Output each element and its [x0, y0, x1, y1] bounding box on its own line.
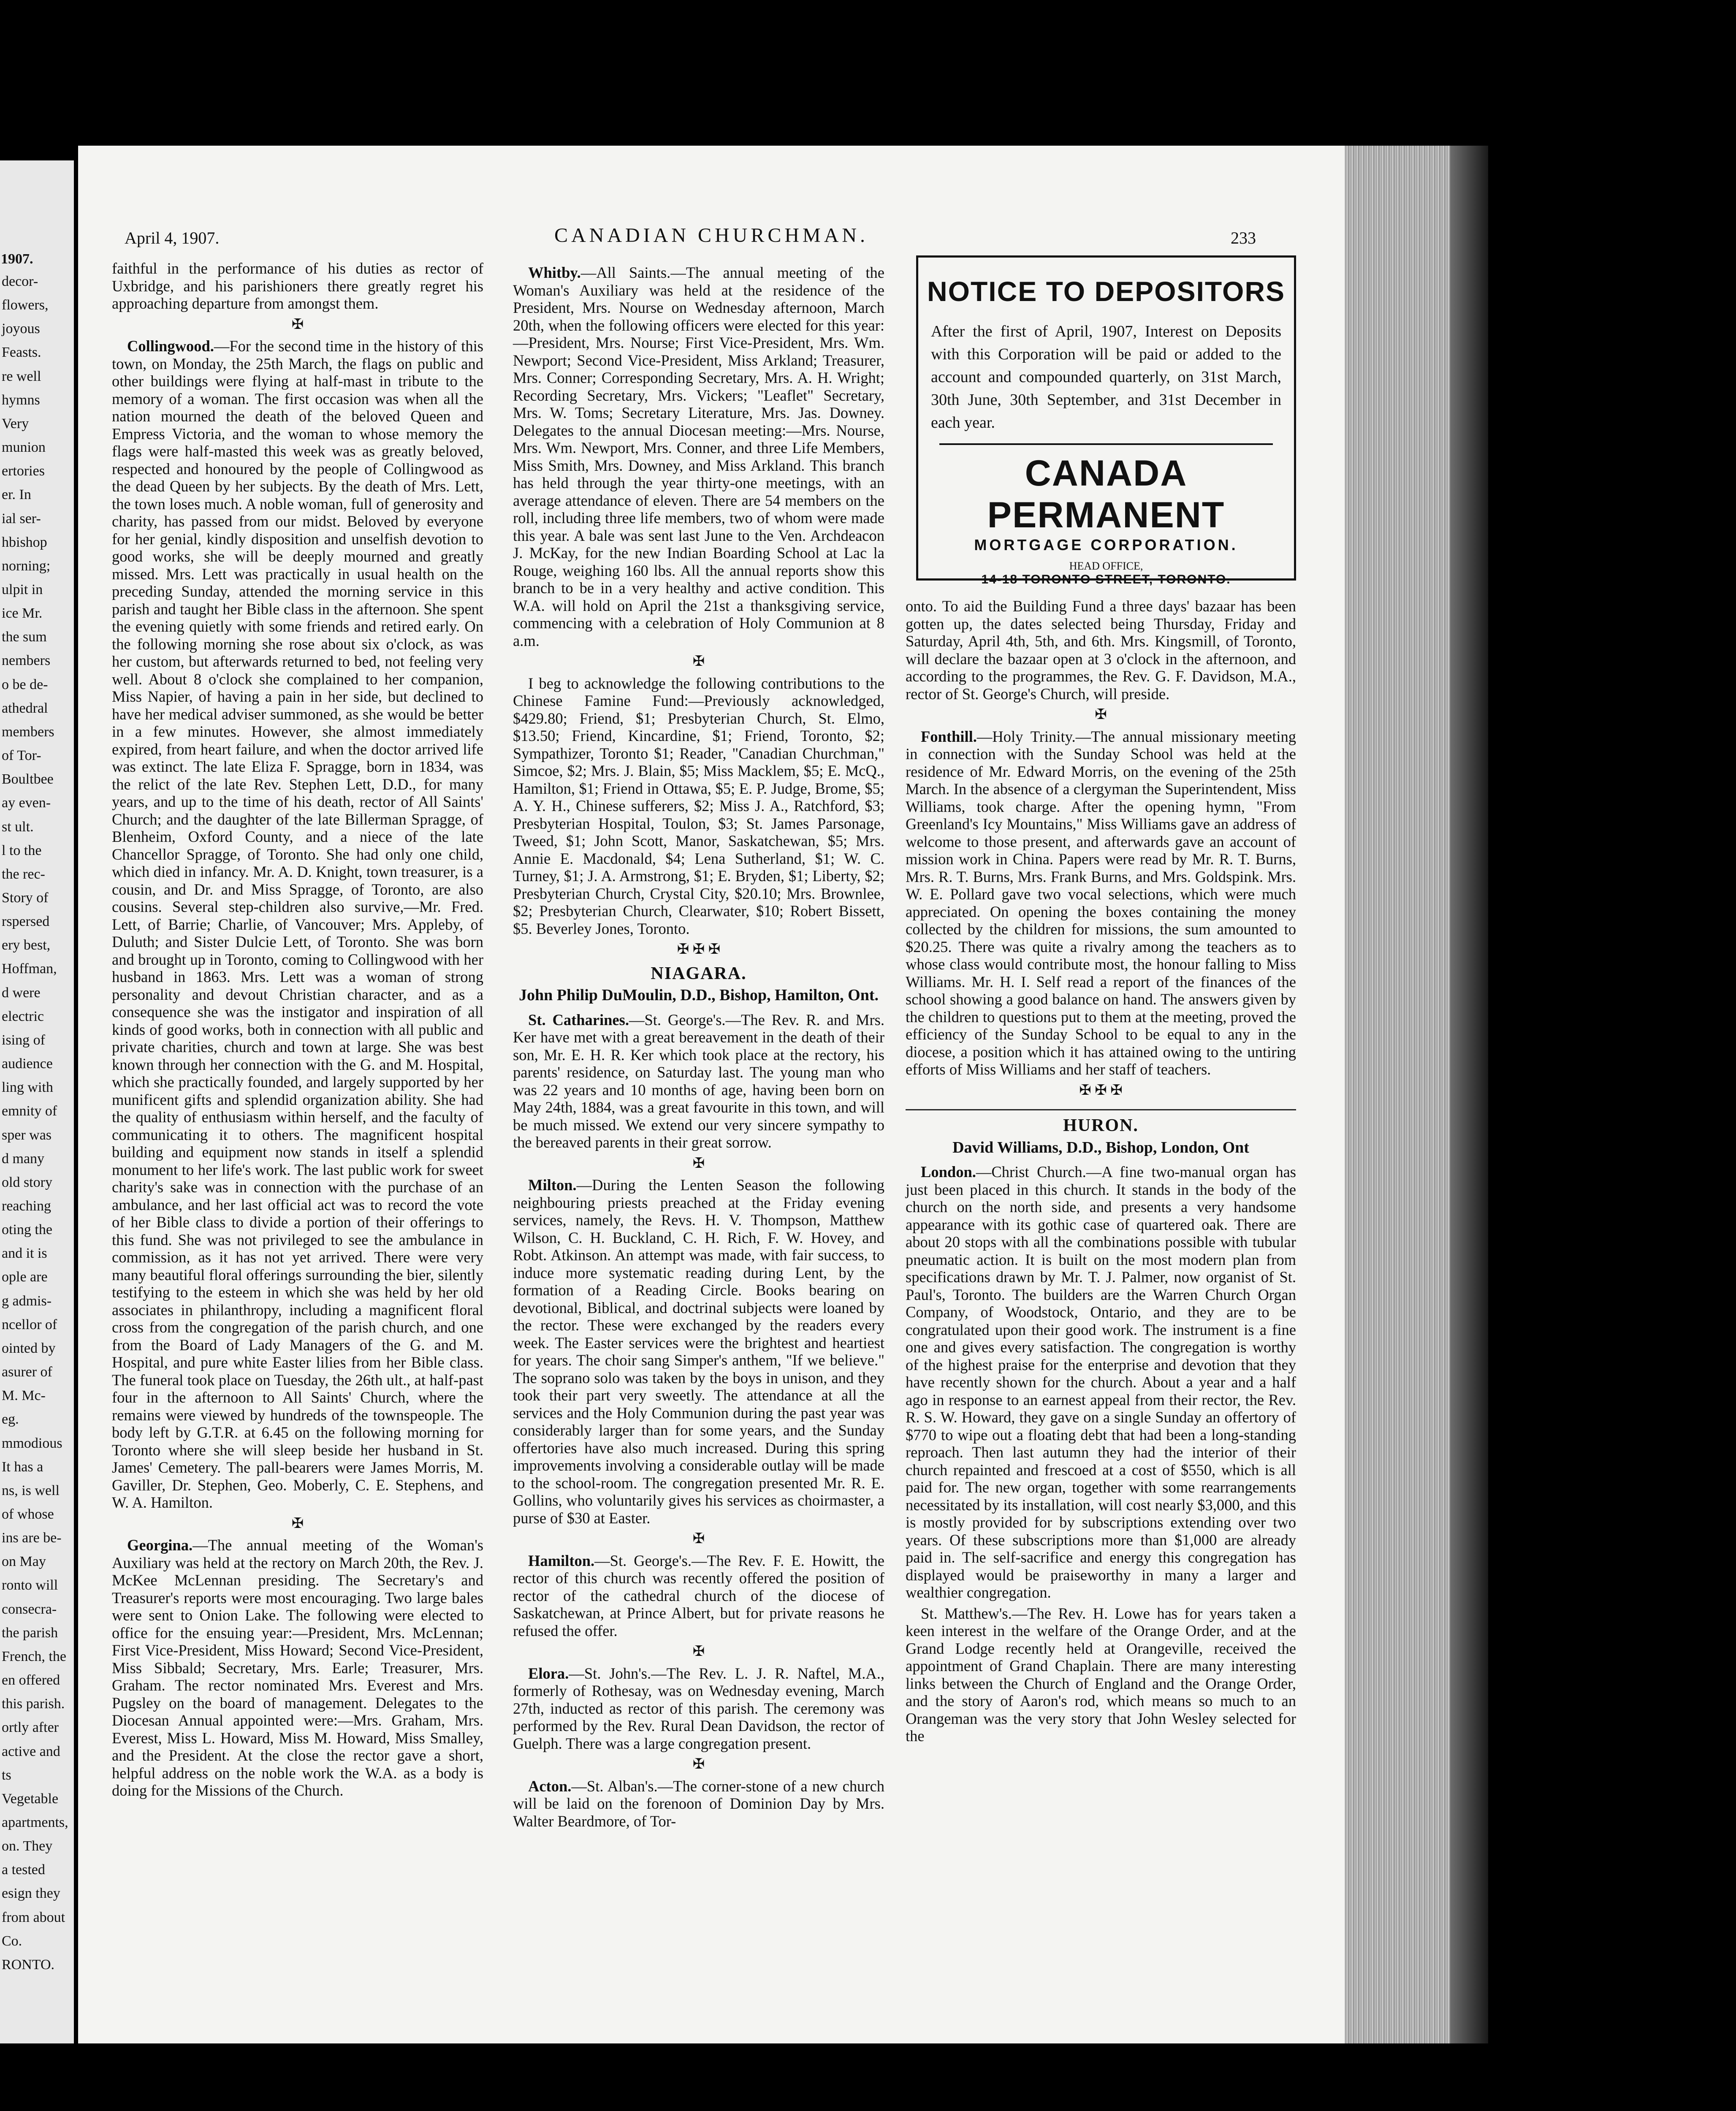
famine-fund-paragraph: I beg to acknowledge the following contributions to the Chinese Famine Fund:—Previously acknowledged, $429.80; Friend, $1; Presbyterian Church, St. Elmo, $13.50; Friend, Kincardine, $1; Friend, Toronto, $2; Sympathizer, Toronto $1; Reader, "Canadian Churchman," Simcoe, $2; Mrs. J. Blain, $5; Miss Macklem, $5; E. McQ., Hamilton, $1; Friend in Ottawa, $5; E. P. Judge, Brome, $5; A. Y. H., Chinese sufferers, $2; Miss J. A., Ratchford, $3; Presbyterian Hospital, Toulon, $3; St. James Parsonage, Tweed, $1; John Scott, Manor, Saskatchewan, $5; Mrs. Annie E. Macdonald, $4; Lena Sutherland, $1; W. C. Turney, $1; J. A. Armstrong, $1; E. Bryden, $1; Liberty, $2; Presbyterian Church, Crystal City, $20.10; Mrs. Brownlee, $2; Presbyterian Church, Clearwater, $10; Robert Bissett, $5. Beverley Jones, Toronto. [513, 674, 884, 937]
ornament-cross-icon: ✠ [1095, 707, 1107, 722]
left-page-line: ising of [2, 1032, 45, 1048]
left-page-line: athedral [2, 700, 48, 716]
left-page-line: en offered [2, 1672, 60, 1688]
left-page-line: ertories [2, 463, 45, 479]
bishop-line: John Philip DuMoulin, D.D., Bishop, Hamilton, Ont. [518, 986, 879, 1004]
left-page-line: and it is [2, 1245, 47, 1262]
page-number: 233 [1231, 228, 1256, 247]
left-page-line: ins are be- [2, 1530, 62, 1546]
ad-address: 14-18 TORONTO STREET, TORONTO. [981, 573, 1231, 586]
left-page-line: hbishop [2, 534, 47, 550]
left-page-line: members [2, 724, 54, 740]
column-2 [513, 264, 884, 1833]
bishop-line: David Williams, D.D., Bishop, London, Ont [952, 1138, 1249, 1156]
left-page-line: ronto will [2, 1577, 58, 1593]
left-page-line: ial ser- [2, 510, 41, 526]
left-page-line: sper was [2, 1127, 52, 1143]
left-page-line: on May [2, 1554, 46, 1570]
left-page-line: ns, is well [2, 1482, 60, 1498]
left-page-line: ling with [2, 1080, 53, 1096]
ad-company-subtitle: MORTGAGE CORPORATION. [974, 536, 1238, 554]
ornament-cross-icon: ✠ [291, 1515, 304, 1531]
left-page-line: from about [2, 1909, 65, 1925]
left-page-line: Feasts. [2, 345, 41, 361]
left-page-date: 1907. [1, 251, 33, 267]
ornament-cross-icon: ✠ [692, 1756, 705, 1772]
fonthill-article: Fonthill.—Holy Trinity.—The annual missionary meeting in connection with the Sunday School was held at the residence of Mr. Edward Morris, on the evening of the 25th March. In the absence of a clergyman the Superintendent, Miss Williams, took charge. After the opening hymn, "From Greenland's Icy Mountains," Miss Williams gave an address of welcome to those present, and afterwards gave an account of mission work in China. Papers were read by Mr. R. T. Burns, Mrs. R. T. Burns, Mrs. Frank Burns, and Mrs. Goldspink. Mrs. W. E. Pollard gave two vocal selections, which were much appreciated. On opening the boxes containing the money collected by the children for missions, the sum amounted to $20.25. There was quite a rivalry among the teachers as to whose class would contribute most, the honour falling to Miss Williams. Mr. H. I. Self read a report of the finances of the school showing a good balance on hand. The answers given by the children to questions put to them at the meeting, proved the efficiency of the Sunday School to be equal to any in the diocese, a position which it has attained owing to the untiring efforts of Miss Williams and her staff of teachers. [906, 727, 1296, 1078]
left-page-line: Very [2, 415, 29, 431]
left-page-line: the rec- [2, 866, 45, 882]
left-page-line: M. Mc- [2, 1388, 46, 1404]
left-page-line: d many [2, 1150, 45, 1167]
london-article: London.—Christ Church.—A fine two-manual organ has just been placed in this church. It stands in the body of the church on the north side, and presents a very handsome appearance with its gothic case of quartered oak. There are about 20 stops with all the combinations possible with tubular pneumatic action. It is built on the most modern plan from specifications drawn by Mr. T. J. Palmer, now organist of St. Paul's, Toronto. The builders are the Warren Church Organ Company, of Woodstock, Ontario, and they are to be congratulated upon their good work. The instrument is a fine one and gives every satisfaction. The congregation is worthy of the highest praise for the enterprise and devotion that they have recently shown for the church. About a year and a half ago in response to an earnest appeal from their rector, the Rev. R. S. W. Howard, they gave on a single Sunday an offertory of $770 to wipe out a floating debt that had been a long-standing reproach. Then last autumn they had the interior of their church repainted and frescoed at a cost of $550, which is all paid for. The new organ, together with some rearrangements necessitated by its installation, will cost nearly $3,000, and this is mostly provided for by subscriptions extending over two years. Of these subscriptions more than $1,000 are already paid in. The self-sacrifice and energy this congregation has displayed would be praiseworthy in many a larger and wealthier congregation. [906, 1163, 1296, 1601]
left-page-line: Story of [2, 890, 49, 906]
left-page-line: st ult. [2, 819, 34, 835]
book-binding-shadow [1450, 146, 1488, 2043]
left-page-line: this parish. [2, 1696, 65, 1712]
left-page-line: ortly after [2, 1720, 59, 1736]
section-heading-niagara: NIAGARA. [651, 963, 747, 983]
section-divider [906, 1109, 1296, 1110]
ornament-cross-icon: ✠ [291, 316, 304, 332]
column-3 [906, 597, 1296, 1748]
left-page-line: a tested [2, 1862, 45, 1878]
left-page-line: Vegetable [2, 1791, 59, 1807]
left-page-line: of whose [2, 1506, 54, 1522]
left-page-line: RONTO. [2, 1956, 54, 1973]
ornament-triple-cross-icon: ✠ ✠ ✠ [677, 942, 721, 957]
hamilton-article: Hamilton.—St. George's.—The Rev. F. E. Howitt, the rector of this church was recently offered the position of rector of the cathedral church of the diocese of Saskatchewan, at Prince Albert, but for private reasons he refused the offer. [513, 1552, 884, 1639]
book-page-edges [1345, 146, 1450, 2043]
place-heading: Hamilton. [528, 1552, 595, 1569]
place-heading: Acton. [528, 1777, 572, 1795]
left-page-line: old story [2, 1174, 52, 1190]
ornament-cross-icon: ✠ [692, 1644, 705, 1659]
intro-paragraph: faithful in the performance of his duties as rector of Uxbridge, and his parishioners there greatly regret his approaching departure from amongst them. [112, 260, 483, 312]
left-page-line: o be de- [2, 676, 48, 692]
left-page-line: ople are [2, 1269, 48, 1285]
left-page-line: It has a [2, 1459, 43, 1475]
left-page-line: esign they [2, 1886, 60, 1902]
notice-to-depositors-ad [916, 255, 1296, 586]
left-page-line: apartments, [2, 1815, 68, 1830]
left-page-line: ice Mr. [2, 605, 43, 621]
left-page-line: d were [2, 985, 41, 1001]
ornament-cross-icon: ✠ [692, 654, 705, 669]
left-page-fragment [0, 160, 74, 2043]
collingwood-article: Collingwood.—For the second time in the history of this town, on Monday, the 25th March, the flags on public and other buildings were flying at half-mast in tribute to the memory of a woman. The first occasion was when all the nation mourned the death of the beloved Queen and Empress Victoria, and the woman to whose memory the flags were half-masted this week was as greatly beloved, respected and honoured by the people of Collingwood as the dead Queen by her subjects. By the death of Mrs. Lett, the town loses much. A noble woman, full of generosity and charity, has passed from our midst. Beloved by everyone for her genial, kindly disposition and unselfish devotion to good works, she will be deeply mourned and greatly missed. Mrs. Lett was practically in usual health on the preceding Sunday, attended the morning service in this parish and taught her Bible class in the afternoon. She spent the evening quietly with some friends and retired early. On the following morning she rose about six o'clock, as was her custom, but afterwards returned to bed, not feeling very well. About 8 o'clock she complained to her companion, Miss Napier, of having a pain in her side, but declined to have her medical adviser summoned, as she would be better in a few minutes. However, she almost immediately expired, from heart failure, and when the doctor arrived life was extinct. The late Eliza F. Spragge, born in 1834, was the relict of the late Rev. Stephen Lett, D.D., for many years, and up to the time of his death, rector of All Saints' Church; and the daughter of the late Billerman Spragge, of Blenheim, Oxford County, and a niece of the late Chancellor Spragge, of Toronto. She had only one child, which died in infancy. Mr. A. D. Knight, town treasurer, is a cousin, and Dr. and Miss Spragge, of Toronto, are also cousins. Several step-children also survive,—Mr. Fred. Lett, of Barrie; Charlie, of Vancouver; Mrs. Appleby, of Duluth; and Sister Dulcie Lett, of Toronto. She was born and brought up in Toronto, coming to Collingwood with her husband in 1863. Mrs. Lett was a woman of strong personality and devout Christian character, and as a consequence she was the instigator and inspiration of all kinds of good works, both in connection with all public and private charities, church and town at large. She was best known through her connection with the G. and M. Hospital, which she practically founded, and largely supported by her munificent gifts and splendid organization ability. She had the quality of enthusiasm within herself, and the faculty of communicating it to others. The magnificent hospital building and equipment now stands in itself a splendid monument to her life's work. The last public work for sweet charity's sake was in connection with the purchase of an ambulance, and her last official act was to record the vote of her Bible class to divide a portion of their offerings to this fund. She was not privileged to see the ambulance in commission, as it has not yet arrived. There were very many beautiful floral offerings surrounding the bier, silently testifying to the esteem in which she was held by her old associates in philanthropy, including a magnificent floral cross from the congregation of the parish church, and one from the Board of Lady Managers of the G. and M. Hospital, and pure white Easter lilies from her Bible class. The funeral took place on Tuesday, the 26th ult., at half-past four in the afternoon to All Saints' Church, where the remains were viewed by hundreds of the townspeople. The body left by G.T.R. at 6.45 on the following morning for Toronto where she will sleep beside her husband in St. James' Cemetery. The pall-bearers were James Morris, M. Gaviller, Dr. Stephen, Geo. Moberly, C. E. Stephens, and W. A. Hamilton. [112, 337, 483, 1511]
elora-article: Elora.—St. John's.—The Rev. L. J. R. Naftel, M.A., formerly of Rothesay, was on Wednesday evening, March 27th, inducted as rector of this parish. The ceremony was performed by the Rev. Rural Dean Davidson, the rector of Guelph. There was a large congregation present. [513, 1664, 884, 1752]
place-heading: Milton. [528, 1176, 577, 1194]
georgina-article: Georgina.—The annual meeting of the Woman's Auxiliary was held at the rectory on March 20th, the Rev. J. McKee McLennan presiding. The Secretary's and Treasurer's reports were most encouraging. Two large bales were sent to Onion Lake. The following were elected to office for the ensuing year:—President, Mrs. McLennan; First Vice-President, Miss Howard; Second Vice-President, Miss Sibbald; Secretary, Mrs. Earle; Treasurer, Mrs. Graham. The rector nominated Mrs. Everest and Mrs. Pugsley on the board of management. Delegates to the Diocesan Annual appointed were:—Mrs. Graham, Mrs. Everest, Miss L. Howard, Miss M. Howard, Miss Smalley, and the President. At the close the rector gave a short, helpful address on the noble work the W.A. as a body is doing for the Missions of the Church. [112, 1536, 483, 1799]
place-heading: Elora. [528, 1664, 569, 1682]
left-page-line: re well [2, 368, 41, 384]
left-page-line: g admis- [2, 1293, 52, 1309]
left-page-line: oting the [2, 1222, 52, 1238]
left-page-line: flowers, [2, 297, 49, 313]
place-heading: Fonthill. [921, 727, 977, 745]
page-header [78, 224, 1345, 249]
place-heading: Collingwood. [127, 337, 214, 355]
place-heading: Whitby. [528, 264, 581, 281]
place-heading: London. [921, 1163, 976, 1180]
issue-date: April 4, 1907. [125, 228, 220, 247]
masthead-title: CANADIAN CHURCHMAN. [554, 224, 869, 247]
ad-heading: NOTICE TO DEPOSITORS [927, 276, 1286, 307]
left-page-line: audience [2, 1056, 53, 1072]
left-page-line: joyous [2, 321, 40, 337]
left-page-line: French, the [2, 1648, 66, 1664]
left-page-line: of Tor- [2, 748, 41, 764]
left-page-line: nembers [2, 653, 51, 669]
acton-article: Acton.—St. Alban's.—The corner-stone of a new church will be laid on the forenoon of Dominion Day by Mrs. Walter Beardmore, of Tor- [513, 1777, 884, 1830]
left-page-line: l to the [2, 842, 42, 858]
newspaper-page [78, 146, 1345, 2043]
left-page-line: norning; [2, 558, 51, 574]
left-page-line: ointed by [2, 1340, 56, 1356]
section-heading-huron: HURON. [1063, 1116, 1139, 1135]
left-page-line: active and [2, 1743, 60, 1759]
left-page-line: Hoffman, [2, 961, 57, 977]
left-page-line: ts [2, 1767, 11, 1783]
left-page-line: mmodious [2, 1435, 62, 1451]
left-page-line: rspersed [2, 914, 50, 930]
left-page-line: eg. [2, 1411, 19, 1427]
milton-article: Milton.—During the Lenten Season the following neighbouring priests preached at the Friday evening services, namely, the Revs. H. V. Thompson, Matthew Wilson, C. H. Buckland, C. H. Rich, F. W. Hovey, and Robt. Atkinson. An attempt was made, with fair success, to induce more systematic reading during Lent, by the formation of a Reading Circle. Books bearing on devotional, Biblical, and doctrinal subjects were loaned by the rector. These were exchanged by the readers every week. The Easter services were the brightest and heartiest for years. The choir sang Simper's anthem, "If we believe." The soprano solo was taken by the boys in unison, and they took their part very sweetly. The attendance at all the services and the Holy Communion during the past year was considerably larger than for some years, and the Sunday offertories have also much increased. During this spring improvements involving a considerable outlay will be made to the school-room. The congregation presented Mr. R. E. Gollins, who voluntarily gives his services as choirmaster, a purse of $30 at Easter. [513, 1176, 884, 1527]
left-page-line: the sum [2, 629, 47, 645]
place-heading: Georgina. [127, 1536, 193, 1554]
left-page-line: the parish [2, 1625, 58, 1641]
left-page-line: Boultbee [2, 771, 54, 787]
bazaar-paragraph: onto. To aid the Building Fund a three days' bazaar has been gotten up, the dates selected being Thursday, Friday and Saturday, April 4th, 5th, and 6th. Mrs. Kingsmill, of Toronto, will declare the bazaar open at 3 o'clock in the afternoon, and according to the programmes, the Rev. G. F. Davidson, M.A., rector of St. George's Church, will preside. [906, 597, 1296, 703]
column-1 [112, 260, 483, 1803]
left-page-line: Co. [2, 1933, 22, 1949]
ad-body: After the first of April, 1907, Interest on Deposits with this Corporation will be paid or added to the account and compounded quarterly, on 31st March, 30th June, 30th September, and 31st December in each year. [931, 323, 1281, 431]
left-page-line: electric [2, 1008, 44, 1024]
ornament-cross-icon: ✠ [692, 1155, 705, 1171]
left-page-line: emnity of [2, 1103, 57, 1119]
left-page-line: ay even- [2, 795, 51, 811]
left-page-line: ery best, [2, 937, 51, 953]
whitby-article: Whitby.—All Saints.—The annual meeting of the Woman's Auxiliary was held at the residence of the President, Mrs. Nourse on Wednesday afternoon, March 20th, when the following officers were elected for this year:—President, Mrs. Nourse; First Vice-President, Mrs. Wm. Newport; Second Vice-President, Miss Arkland; Treasurer, Mrs. Conner; Corresponding Secretary, Mrs. A. H. Wright; Recording Secretary, Mrs. Vickers; "Leaflet" Secretary, Mrs. W. Toms; Secretary Literature, Mrs. Jas. Downey. Delegates to the annual Diocesan meeting:—Mrs. Nourse, Mrs. Wm. Newport, Mrs. Conner, and three Life Members, Miss Smith, Mrs. Downey, and Miss Arkland. This branch has held through the year thirty-one meetings, with an average attendance of eleven. There are 54 members on the roll, including three life members, two of whom were made this year. A bale was sent last June to the Ven. Archdeacon J. McKay, for the new Indian Boarding School at Lac la Rouge, weighing 160 lbs. All the annual reports show this branch to be in a very healthy and active condition. This W.A. will hold on April the 21st a thanksgiving service, commencing with a celebration of Holy Communion at 8 a.m. [513, 264, 884, 649]
left-page-line: hymns [2, 392, 40, 408]
st-catharines-article: St. Catharines.—St. George's.—The Rev. R. and Mrs. Ker have met with a great bereavement in the death of their son, Mr. E. H. R. Ker which took place at the rectory, his parents' residence, on Saturday last. The young man who was 22 years and 10 months of age, having been born on May 24th, 1884, was a great favourite in this town, and will be much missed. We extend our very sincere sympathy to the bereaved parents in their great sorrow. [513, 1011, 884, 1151]
place-heading: St. Catharines. [528, 1011, 629, 1028]
left-page-line: er. In [2, 487, 31, 503]
ad-head-office-label: HEAD OFFICE, [1069, 560, 1143, 572]
left-page-line: reaching [2, 1198, 52, 1214]
ornament-triple-cross-icon: ✠ ✠ ✠ [1079, 1082, 1123, 1098]
ad-company-name: CANADA PERMANENT [987, 453, 1225, 535]
left-page-line: ncellor of [2, 1316, 57, 1332]
left-page-line: on. They [2, 1838, 53, 1854]
left-page-line: consecra- [2, 1601, 57, 1617]
st-matthews-article: St. Matthew's.—The Rev. H. Lowe has for years taken a keen interest in the welfare of the Orange Order, and at the Grand Lodge recently held at Orangeville, received the appointment of Grand Chaplain. There are many interesting links between the Church of England and the Orange Order, and the story of Aaron's rod, which means so much to an Orangeman was the very story that John Wesley selected for the [906, 1604, 1296, 1745]
ad-divider [939, 443, 1273, 445]
left-page-line: ulpit in [2, 582, 43, 597]
ornament-cross-icon: ✠ [692, 1531, 705, 1547]
left-page-line: asurer of [2, 1364, 52, 1380]
left-page-line: decor- [2, 274, 38, 289]
left-page-line: munion [2, 440, 46, 456]
